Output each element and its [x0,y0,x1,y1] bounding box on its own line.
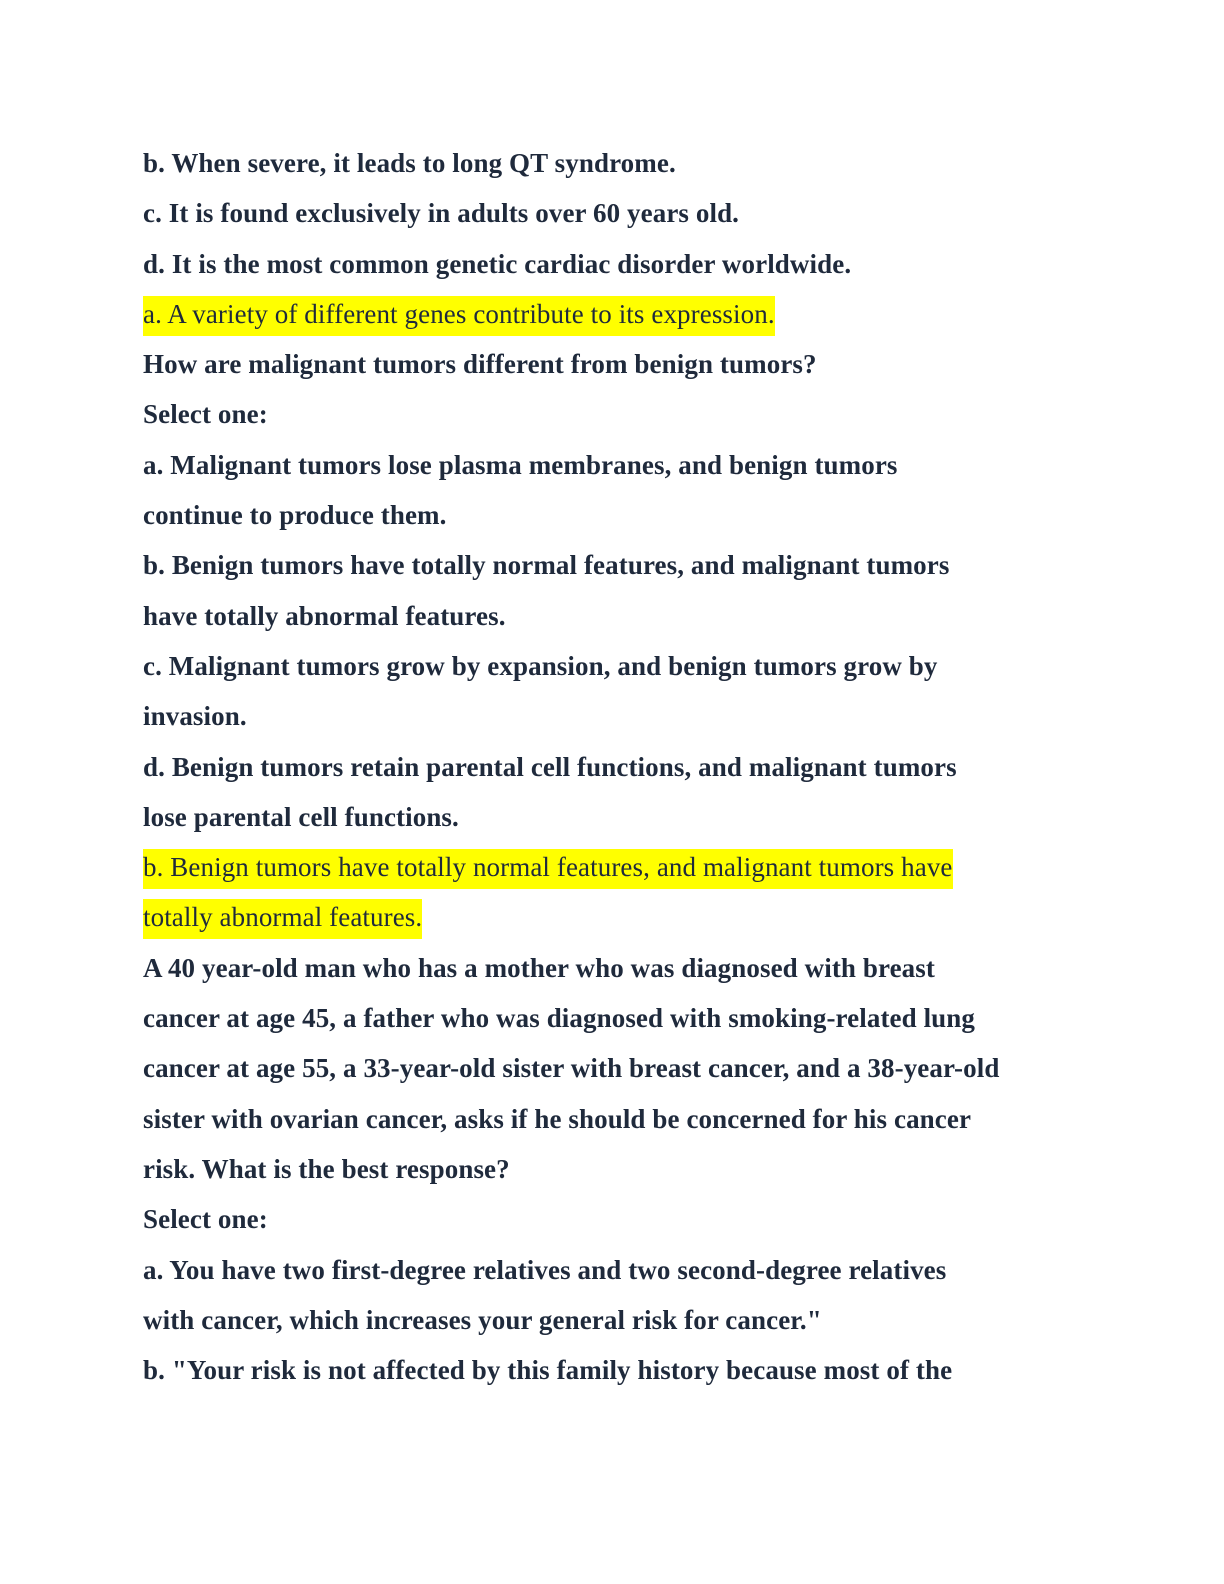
answer-highlight: b. Benign tumors have totally normal features, and malignant tumors have [143,849,953,889]
question-family-history-line-2: cancer at age 45, a father who was diagnosed with smoking-related lung [143,1003,976,1034]
question-tumors: How are malignant tumors different from benign tumors? [143,349,817,380]
question-family-history-line-4: sister with ovarian cancer, asks if he should be concerned for his cancer [143,1103,972,1134]
question-family-history-line-3: cancer at age 55, a 33-year-old sister with breast cancer, and a 38-year-old [143,1053,1000,1084]
question-family-history-line-5: risk. What is the best response? [143,1153,510,1184]
option-d-parental-functions: d. Benign tumors retain parental cell functions, and malignant tumors [143,751,957,782]
option-d-most-common-disorder: d. It is the most common genetic cardiac disorder worldwide. [143,248,852,279]
answer-highlight: a. A variety of different genes contribute to its expression. [143,296,775,336]
option-a-plasma-membranes: a. Malignant tumors lose plasma membranes, and benign tumors [143,449,898,480]
highlighted-answer-2 [143,842,1083,892]
option-b-long-qt: b. When severe, it leads to long QT syndrome. [143,148,676,178]
option-a-plasma-membranes-cont: continue to produce them. [143,500,447,531]
select-one-label: Select one: [143,1204,268,1235]
highlighted-answer-1 [143,289,1083,339]
option-d-parental-functions-cont: lose parental cell functions. [143,801,459,832]
option-c-expansion-cont: invasion. [143,701,247,732]
option-c-adults-over-60: c. It is found exclusively in adults over 60 years old. [143,198,740,229]
option-c-expansion: c. Malignant tumors grow by expansion, and benign tumors grow by [143,650,938,681]
select-one-label: Select one: [143,399,268,430]
option-a-relatives-cont: with cancer, which increases your general risk for cancer." [143,1304,822,1335]
option-b-normal-features-cont: have totally abnormal features. [143,600,506,631]
document-page [143,138,1083,1395]
highlighted-answer-2-cont [143,892,1083,942]
option-b-risk-not-affected: b. "Your risk is not affected by this family history because most of the [143,1355,953,1386]
option-b-normal-features: b. Benign tumors have totally normal features, and malignant tumors [143,550,950,581]
question-family-history: A 40 year-old man who has a mother who was diagnosed with breast [143,952,935,983]
answer-highlight: totally abnormal features. [143,899,422,939]
option-a-relatives: a. You have two first-degree relatives and two second-degree relatives [143,1254,947,1285]
